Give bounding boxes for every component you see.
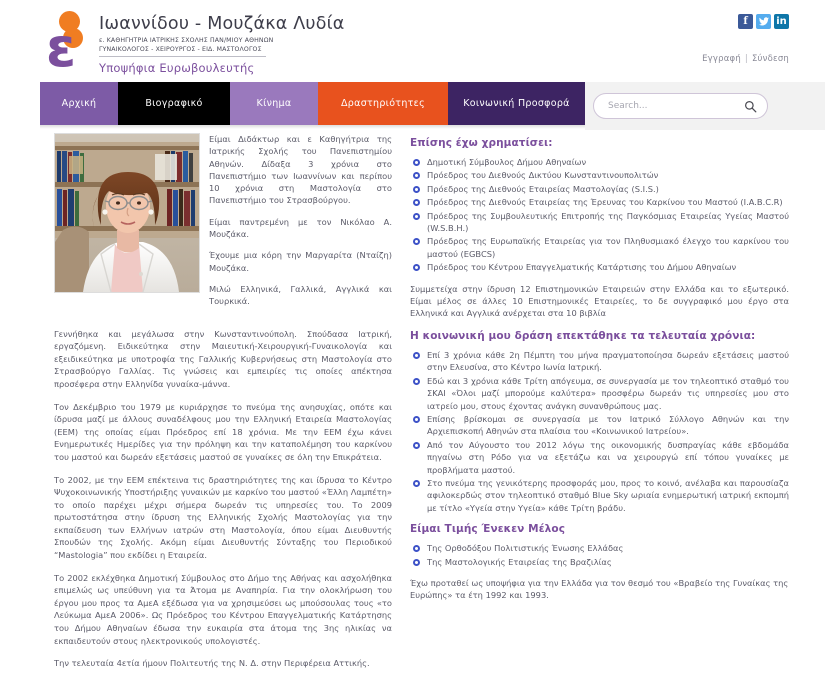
list-item-label: Πρόεδρος της Διεθνούς Εταιρείας της Έρευνας του Καρκίνου του Μαστού (I.A.B.C.R): [427, 197, 783, 208]
bullet-icon: [413, 172, 420, 179]
bullet-icon: [413, 480, 420, 487]
list-item-label: Πρόεδρος του Διεθνούς Δικτύου Κωνσταντινουπολιτών: [427, 170, 659, 181]
bullet-icon: [413, 186, 420, 193]
logo-subtitle-line2: ΓΥΝΑΙΚΟΛΟΓΟΣ - ΧΕΙΡΟΥΡΓΟΣ - ΕΙΔ. ΜΑΣΤΟΛΟΓΟΣ: [99, 46, 262, 53]
section-title-honorary: Είμαι Τιμής Ένεκεν Μέλος: [410, 523, 566, 536]
societies-paragraph: Συμμετείχα στην ίδρυση 12 Επιστημονικών Εταιρειών στην Ελλάδα και το εξωτερικό. Είμαι μέλος σε άλλες 10 Επιστημονικές Εταιρείες, το δε συγγραφικό μου έργο στα Ελληνικά και Αγγλικά ανέρχεται στα 10 βιβλία: [410, 283, 789, 319]
right-column: [406, 133, 789, 680]
award-paragraph: Έχω προταθεί ως υποψήφια για την Ελλάδα για τον θεσμό του «Βραβείο της Γυναίκας της Ευρώπης» τα έτη 1992 και 1993.: [410, 577, 789, 601]
left-column: [54, 133, 406, 680]
intro-paragraph: Έχουμε μια κόρη την Μαργαρίτα (Νταίζη) Μουζάκα.: [209, 250, 392, 273]
section-title-positions: Επίσης έχω χρηματίσει:: [410, 137, 553, 149]
positions-list: [410, 156, 789, 274]
register-link[interactable]: Εγγραφή: [702, 54, 741, 64]
search-icon[interactable]: [744, 100, 757, 113]
logo-epsilon-icon: [46, 16, 77, 79]
list-item: [410, 349, 789, 374]
list-item: [410, 542, 789, 554]
bullet-icon: [413, 213, 420, 220]
intro-row: [54, 133, 392, 317]
list-item: [410, 556, 789, 568]
nav-item-4[interactable]: [448, 82, 585, 125]
login-link[interactable]: Σύνδεση: [751, 54, 789, 64]
nav-item-label: Κοινωνική Προσφορά: [463, 98, 570, 109]
list-item: [410, 439, 789, 476]
bullet-icon: [413, 378, 420, 385]
list-item: [410, 235, 789, 260]
biography-paragraph: Το 2002, με την ΕΕΜ επέκτεινα τις δραστηριότητες της και ίδρυσα το Κέντρο Ψυχοκοινωνικής Υποστήριξης γυναικών με καρκίνο του μαστού «Έλλη Λαμπέτη» το οποίο παρέχει μέχρι σήμερα δωρεάν τις υπηρεσίες του. Το 2009 πρωτοστάτησα στην ίδρυση της Ελληνικής Σχολής Μαστολογίας για την εκπαίδευση των Ελλήνων ιατρών στη Μαστολογία, όπου είμαι Διευθυντής Σπουδών της Σχολής. Ακόμη είμαι Διευθυντής Σύνταξης του Περιοδικού “Mastologia” που εκδίδει η Εταιρεία.: [54, 474, 392, 561]
main-content: [0, 125, 825, 680]
search-input[interactable]: [606, 100, 730, 112]
logo-epsilon-glyph: ε: [46, 16, 77, 79]
bullet-icon: [413, 442, 420, 449]
intro-text: [200, 133, 392, 317]
twitter-icon[interactable]: [756, 14, 771, 29]
list-item-label: Της Ορθοδόξου Πολιτιστικής Ένωσης Ελλάδας: [427, 543, 624, 554]
list-item-label: Από τον Αύγουστο του 2012 λόγω της οικονομικής δυσπραγίας κάθε εβδομάδα πηγαίνω στη Ρόδο για να εξετάζω και να χειρουργώ επί τόπου γυναίκες με προβλήματα μαστού.: [427, 439, 789, 475]
social-links: [738, 14, 789, 29]
list-item-label: Πρόεδρος της Συμβουλευτικής Επιτροπής της Παγκόσμιας Εταιρείας Υγείας Μαστού (W.S.B.H.): [427, 210, 789, 234]
list-item: [410, 261, 789, 273]
logo-text-block: [99, 10, 344, 75]
biography-paragraph: Τον Δεκέμβριο του 1979 με κυριάρχησε το πνεύμα της ανησυχίας, οπότε και ίδρυσα μαζί με άλλους συναδέλφους μου την Ελληνική Εταιρεία Μαστολογίας (ΕΕΜ) της οποίας είμαι Πρόεδρος επί 18 χρόνια. Με την ΕΕΜ έχω κάνει Ενημερωτικές Ημερίδες για την πρόληψη και την καταπολέμηση του καρκίνου του μαστού και δωρεάν εξετάσεις μαστού σε γυναίκες σε όλη την Επικράτεια.: [54, 401, 392, 462]
logo-subtitle: [99, 36, 274, 57]
biography-paragraph: Γεννήθηκα και μεγάλωσα στην Κωνσταντινούπολη. Σπούδασα Ιατρική, εργαζόμενη. Ειδικεύτηκα στην Μαιευτική-Χειρουργική-Γυναικολογία και εξειδικεύτηκα με υποτροφία της Γαλλικής Κυβερνήσεως στη Μαστολογία στο Στρασβούργο Γαλλίας. Τις γνώσεις και εμπειρίες τις οποίες απέκτησα προσέφερα στην Ελληνίδα γυναίκα-μάννα.: [54, 328, 392, 389]
bullet-icon: [413, 159, 420, 166]
list-item: [410, 183, 789, 195]
logo-tagline: Υποψήφια Ευρωβουλευτής: [99, 61, 255, 75]
list-item: [410, 156, 789, 168]
section-title-social-action: Η κοινωνική μου δράση επεκτάθηκε τα τελευταία χρόνια:: [410, 329, 756, 342]
list-item-label: Πρόεδρος της Ευρωπαϊκής Εταιρείας για τον Πληθυσμιακό έλεγχο του καρκίνου του μαστού (EGBCS): [427, 236, 789, 259]
bullet-icon: [413, 416, 420, 423]
biography-paragraph: Το 2002 εκλέχθηκα Δημοτική Σύμβουλος στο Δήμο της Αθήνας και ασχολήθηκα επιμελώς ως υπεύθυνη για τα Άτομα με Αναπηρία. Για την ολοκλήρωση του έργου μου προς τα ΑμεΑ εξέδωσα για να χρησιμεύσει ως μπούσουλας τους «το Λεύκωμα ΑμεΑ 2006». Ως Πρόεδρος του Κέντρου Επαγγελματικής Κατάρτησης του Δήμου Αθηναίων έδωσα την ευκαιρία στα άτομα της 3ης ηλικίας να εκπαιδευτούν στους ηλεκτρονικούς υπολογιστές.: [54, 572, 392, 646]
bullet-icon: [413, 199, 420, 206]
logo-subtitle-line1: ε. ΚΑΘΗΓΗΤΡΙΑ ΙΑΤΡΙΚΗΣ ΣΧΟΛΗΣ ΠΑΝ/ΜΙΟΥ ΑΘΗΝΩΝ: [99, 37, 274, 44]
logo-mark-icon: [46, 10, 90, 79]
bullet-icon: [413, 545, 420, 552]
list-item-label: Της Μαστολογικής Εταιρείας της Βραζιλίας: [427, 556, 612, 567]
list-item-label: Επίσης βρίσκομαι σε συνεργασία με τον Ιατρικό Σύλλογο Αθηνών και την Αρχιεπισκοπή Αθηνών στα πλαίσια του «Κοινωνικού Ιατρείου».: [427, 413, 789, 437]
nav-item-3[interactable]: [318, 82, 448, 125]
auth-separator: |: [744, 54, 748, 64]
main-navigation: [40, 82, 785, 125]
list-item: [410, 210, 789, 235]
list-item-label: Δημοτική Σύμβουλος Δήμου Αθηναίων: [427, 157, 587, 167]
nav-item-label: Δραστηριότητες: [341, 98, 425, 109]
social-action-list: [410, 349, 789, 514]
list-item-label: Πρόεδρος της Διεθνούς Εταιρείας Μαστολογίας (S.I.S.): [427, 183, 659, 194]
list-item: [410, 413, 789, 438]
list-item-label: Εδώ και 3 χρόνια κάθε Τρίτη απόγευμα, σε συνεργασία με τον τηλεοπτικό σταθμό του ΣΚΑΙ «Όλοι μαζί μπορούμε καλύτερα» προσφέρω δωρεάν τις υπηρεσίες μου στο ιατρείο μου, στους έχοντας ανάγκη συνανθρώπους μας.: [427, 375, 789, 411]
biography-paragraph: Την τελευταία 4ετία ήμουν Πολιτευτής της Ν. Δ. στην Περιφέρεια Αττικής.: [54, 658, 370, 669]
facebook-icon[interactable]: f: [738, 14, 753, 29]
bullet-icon: [413, 264, 420, 271]
list-item-label: Στο πνεύμα της γενικότερης προσφοράς μου, προς το κοινό, ανέλαβα και παρουσίαζα αφιλοκερδώς στον τηλεοπτικό σταθμό Blue Sky ωριαία ενημερωτική ιατρική εκπομπή με τίτλο «Υγεία στην Υγεία» κάθε Τρίτη βράδυ.: [427, 477, 789, 513]
list-item: [410, 169, 789, 181]
nav-item-2[interactable]: [230, 82, 318, 125]
intro-paragraph: Είμαι Διδάκτωρ και ε Καθηγήτρια της Ιατρικής Σχολής του Πανεπιστημίου Αθηνών. Δίδαξα 3 χρόνια στο Πανεπιστήμιο των Ιωαννίνων και περίπου 10 χρόνια στη Μαστολογία στο Πανεπιστήμιο του Στρασβούργου.: [209, 134, 392, 206]
nav-item-0[interactable]: [40, 82, 118, 125]
linkedin-icon[interactable]: in: [774, 14, 789, 29]
bullet-icon: [413, 352, 420, 359]
search-area: [585, 82, 825, 130]
list-item-label: Επί 3 χρόνια κάθε 2η Πέμπτη του μήνα πραγματοποίησα δωρεάν εξετάσεις μαστού στην Ελευσίνα, στο Κέντρο Ιωνία Ιατρική.: [427, 349, 789, 373]
bullet-icon: [413, 238, 420, 245]
portrait-photo: [54, 133, 200, 293]
intro-paragraph: Είμαι παντρεμένη με τον Νικόλαο Α. Μουζάκα.: [209, 216, 392, 240]
nav-item-label: Αρχική: [61, 98, 97, 109]
list-item: [410, 196, 789, 208]
biography-text: [54, 328, 392, 670]
intro-paragraph: Μιλώ Ελληνικά, Γαλλικά, Αγγλικά και Τουρκικά.: [209, 283, 392, 307]
list-item-label: Πρόεδρος του Κέντρου Επαγγελματικής Κατάρτισης του Δήμου Αθηναίων: [427, 262, 737, 273]
logo-name: Ιωαννίδου - Μουζάκα Λυδία: [99, 14, 345, 34]
bullet-icon: [413, 559, 420, 566]
list-item: [410, 375, 789, 412]
list-item: [410, 477, 789, 514]
auth-links: [702, 54, 789, 64]
site-logo[interactable]: [46, 10, 345, 79]
search-box[interactable]: [593, 93, 768, 119]
site-header: [0, 0, 825, 82]
nav-item-label: Βιογραφικό: [145, 98, 203, 109]
honorary-list: [410, 542, 789, 568]
nav-item-label: Κίνημα: [256, 98, 292, 109]
nav-item-1[interactable]: [118, 82, 230, 125]
